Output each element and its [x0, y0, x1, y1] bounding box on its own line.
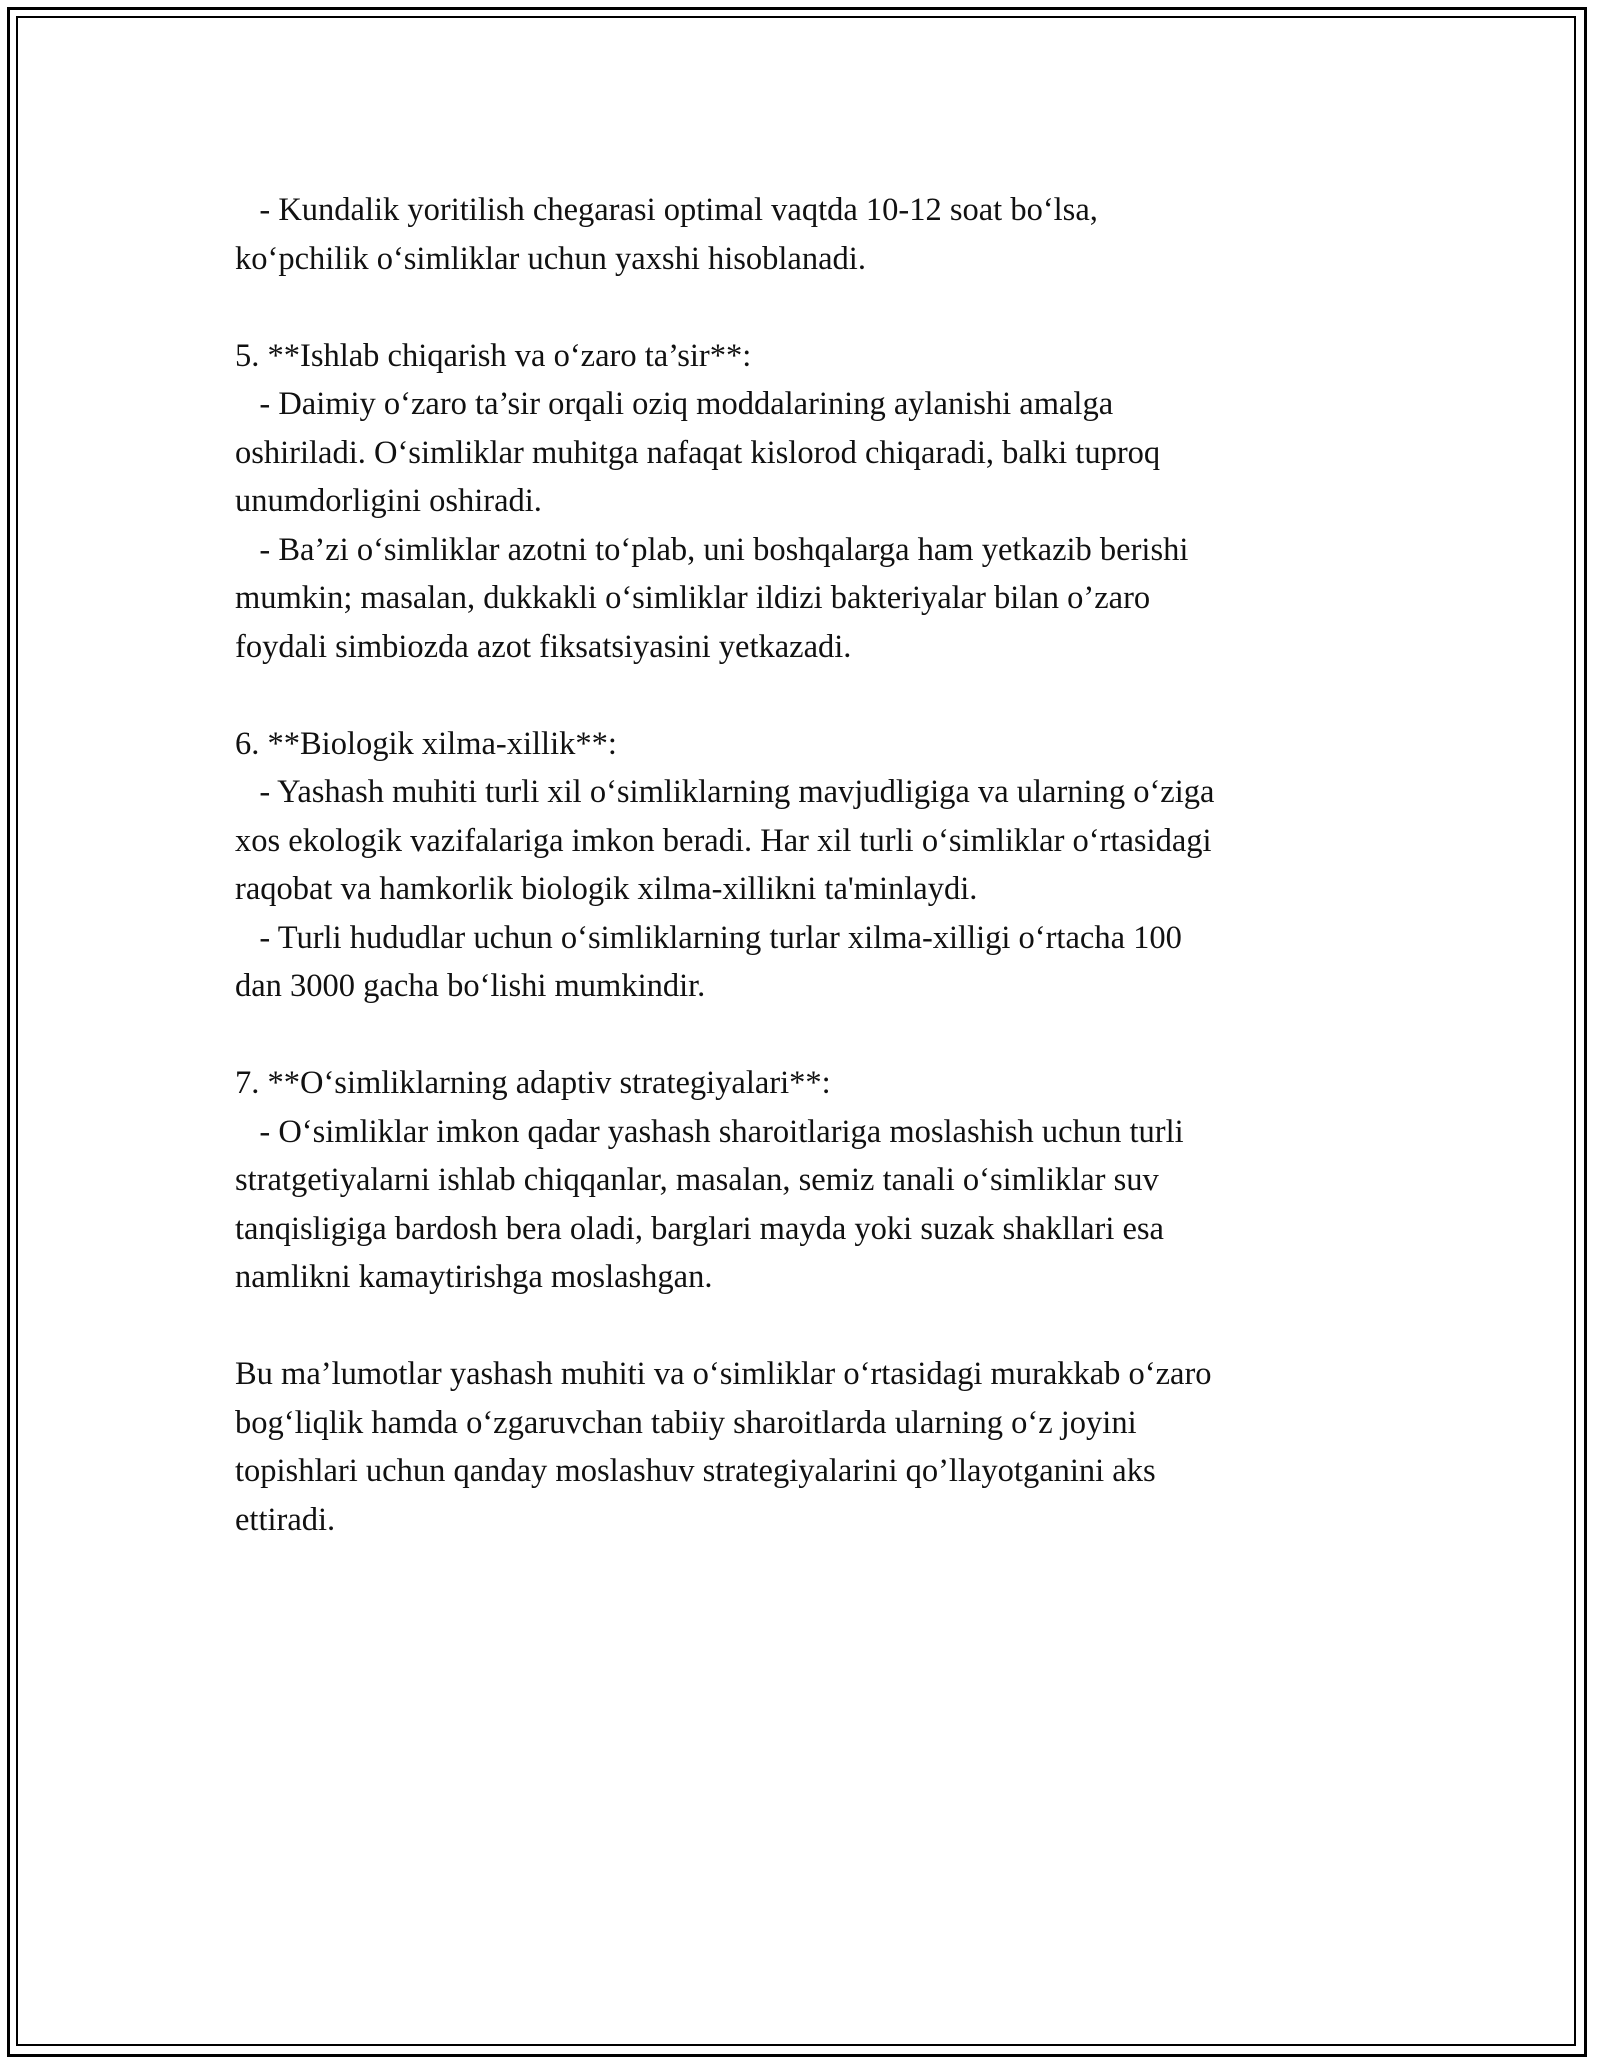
text-line: - Daimiy o‘zaro ta’sir orqali oziq moddalarining aylanishi amalga [235, 386, 1114, 422]
text-line: - O‘simliklar imkon qadar yashash sharoitlariga moslashish uchun turli [235, 1113, 1184, 1150]
text-line: - Turli hududlar uchun o‘simliklarning turlar xilma-xilligi o‘rtacha 100 [235, 919, 1182, 956]
section-heading: 7. **O‘simliklarning adaptiv strategiyalari**: [235, 1065, 831, 1101]
section-heading: 6. **Biologik xilma-xillik**: [235, 725, 617, 762]
text-line: oshiriladi. O‘simliklar muhitga nafaqat kislorod chiqaradi, balki tuproq [235, 434, 1161, 471]
blank-line [235, 1011, 1385, 1060]
conclusion-line: ettiradi. [235, 1501, 336, 1538]
text-line: tanqisligiga bardosh bera oladi, barglari mayda yoki suzak shakllari esa [235, 1210, 1164, 1247]
conclusion-line: Bu ma’lumotlar yashash muhiti va o‘simliklar o‘rtasidagi murakkab o‘zaro [235, 1356, 1212, 1392]
conclusion-line: bog‘liqlik hamda o‘zgaruvchan tabiiy sharoitlarda ularning o‘z joyini [235, 1404, 1137, 1441]
text-line: - Ba’zi o‘simliklar azotni to‘plab, uni boshqalarga ham yetkazib berishi [235, 531, 1189, 568]
text-line: stratgetiyalarni ishlab chiqqanlar, masalan, semiz tanali o‘simliklar suv [235, 1162, 1159, 1198]
text-line: foydali simbiozda azot fiksatsiyasini yetkazadi. [235, 628, 852, 665]
section-heading: 5. **Ishlab chiqarish va o‘zaro ta’sir**: [235, 337, 752, 374]
text-line: - Kundalik yoritilish chegarasi optimal vaqtda 10-12 soat bo‘lsa, [235, 192, 1098, 228]
text-line: mumkin; masalan, dukkakli o‘simliklar ildizi bakteriyalar bilan o’zaro [235, 580, 1151, 616]
conclusion-line: topishlari uchun qanday moslashuv strategiyalarini qo’llayotganini aks [235, 1453, 1156, 1489]
text-line: ko‘pchilik o‘simliklar uchun yaxshi hisoblanadi. [235, 240, 866, 277]
text-line: - Yashash muhiti turli xil o‘simliklarning mavjudligiga va ularning o‘ziga [235, 774, 1215, 810]
text-line: unumdorligini oshiradi. [235, 483, 542, 519]
document-text [235, 186, 1385, 1544]
blank-line [235, 283, 1385, 332]
blank-line [235, 1302, 1385, 1351]
text-line: raqobat va hamkorlik biologik xilma-xillikni ta'minlaydi. [235, 871, 978, 907]
text-line: dan 3000 gacha bo‘lishi mumkindir. [235, 968, 706, 1004]
blank-line [235, 671, 1385, 720]
text-line: xos ekologik vazifalariga imkon beradi. Har xil turli o‘simliklar o‘rtasidagi [235, 822, 1212, 859]
text-line: namlikni kamaytirishga moslashgan. [235, 1259, 713, 1295]
